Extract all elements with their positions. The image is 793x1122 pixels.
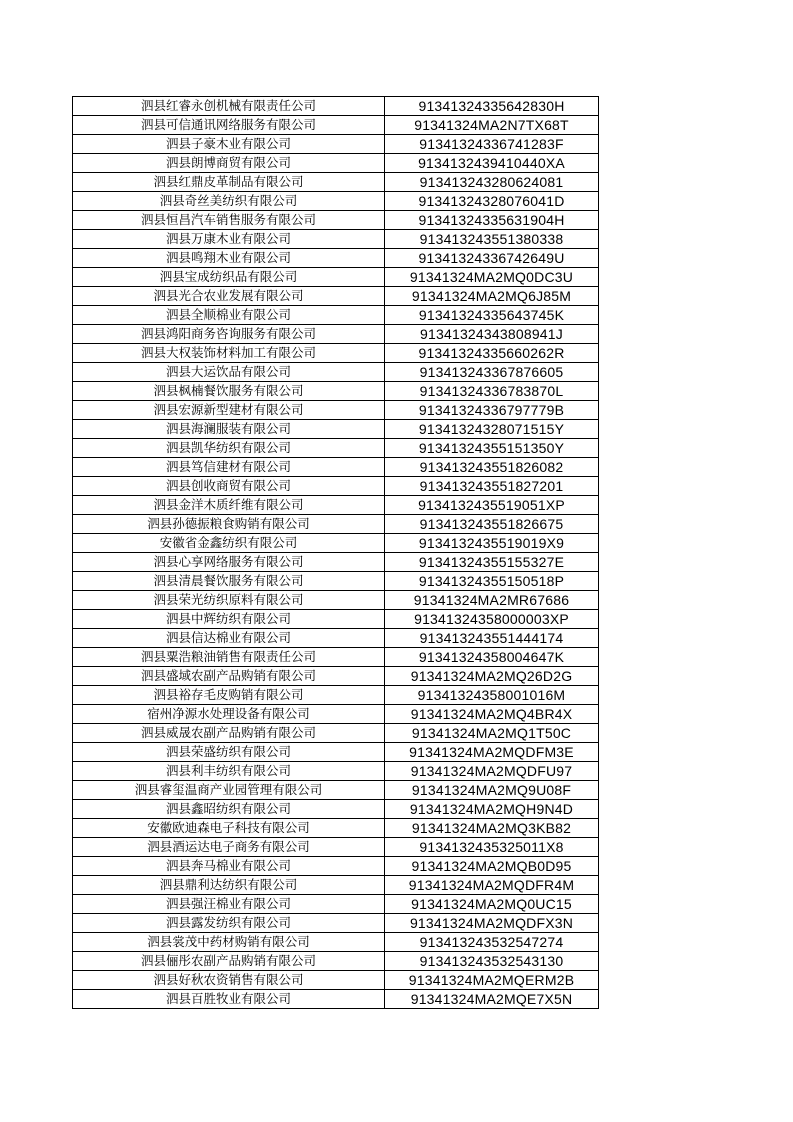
credit-code-cell: 913413243551826082 [385,458,599,477]
table-row [73,762,599,781]
credit-code-cell: 91341324MA2MQ26D2G [385,667,599,686]
company-name-cell: 泗县裕存毛皮购销有限公司 [73,686,385,705]
company-name-cell: 泗县宝成纺织品有限公司 [73,268,385,287]
credit-code-cell: 91341324MA2MQDFR4M [385,876,599,895]
credit-code-cell: 91341324MA2MQE7X5N [385,990,599,1009]
table-row [73,306,599,325]
credit-code-cell: 91341324336797779B [385,401,599,420]
table-row [73,971,599,990]
company-name-cell: 泗县奇丝美纺织有限公司 [73,192,385,211]
credit-code-cell: 91341324MA2MQ3KB82 [385,819,599,838]
company-name-cell: 泗县俪彤农副产品购销有限公司 [73,952,385,971]
table-row [73,344,599,363]
table-row [73,211,599,230]
credit-code-cell: 913413243532543130 [385,952,599,971]
company-name-cell: 泗县酒运达电子商务有限公司 [73,838,385,857]
company-name-cell: 泗县信达棉业有限公司 [73,629,385,648]
table-row [73,192,599,211]
table-row [73,458,599,477]
company-name-cell: 泗县红鼎皮革制品有限公司 [73,173,385,192]
credit-code-cell: 91341324MA2MQDFM3E [385,743,599,762]
table-row [73,496,599,515]
table-row [73,591,599,610]
table-row [73,515,599,534]
company-name-cell: 泗县鸿阳商务咨询服务有限公司 [73,325,385,344]
credit-code-cell: 91341324MA2MQ9U08F [385,781,599,800]
company-name-cell: 泗县鼎利达纺织有限公司 [73,876,385,895]
company-name-cell: 泗县强汪棉业有限公司 [73,895,385,914]
table-row [73,629,599,648]
table-row [73,895,599,914]
company-name-cell: 泗县露发纺织有限公司 [73,914,385,933]
company-name-cell: 泗县睿玺温商产业园管理有限公司 [73,781,385,800]
company-name-cell: 泗县枫楠餐饮服务有限公司 [73,382,385,401]
credit-code-cell: 913413243532547274 [385,933,599,952]
company-table [72,96,599,1009]
table-row [73,325,599,344]
table-row [73,743,599,762]
credit-code-cell: 91341324335642830H [385,97,599,116]
company-name-cell: 泗县凯华纺织有限公司 [73,439,385,458]
company-name-cell: 安徽省金鑫纺织有限公司 [73,534,385,553]
table-row [73,173,599,192]
table-row [73,363,599,382]
credit-code-cell: 91341324MA2MQ0UC15 [385,895,599,914]
company-name-cell: 泗县孙德振粮食购销有限公司 [73,515,385,534]
credit-code-cell: 91341324343808941J [385,325,599,344]
credit-code-cell: 9134132435519051XP [385,496,599,515]
table-row [73,439,599,458]
table-row [73,230,599,249]
credit-code-cell: 91341324336741283F [385,135,599,154]
credit-code-cell: 913413243551444174 [385,629,599,648]
credit-code-cell: 91341324336742649U [385,249,599,268]
credit-code-cell: 913413243367876605 [385,363,599,382]
company-name-cell: 泗县威晟农副产品购销有限公司 [73,724,385,743]
credit-code-cell: 913413243280624081 [385,173,599,192]
company-name-cell: 泗县奔马棉业有限公司 [73,857,385,876]
table-row [73,610,599,629]
company-name-cell: 泗县好秋农资销售有限公司 [73,971,385,990]
table-row [73,990,599,1009]
credit-code-cell: 9134132439410440XA [385,154,599,173]
credit-code-cell: 91341324355155327E [385,553,599,572]
company-name-cell: 泗县全顺棉业有限公司 [73,306,385,325]
company-name-cell: 泗县宏源新型建材有限公司 [73,401,385,420]
company-name-cell: 泗县可信通讯网络服务有限公司 [73,116,385,135]
credit-code-cell: 913413243551827201 [385,477,599,496]
company-name-cell: 泗县海澜服装有限公司 [73,420,385,439]
company-name-cell: 泗县红睿永创机械有限责任公司 [73,97,385,116]
table-row [73,420,599,439]
table-row [73,724,599,743]
credit-code-cell: 91341324328076041D [385,192,599,211]
table-row [73,249,599,268]
table-row [73,268,599,287]
table-row [73,287,599,306]
table-row [73,952,599,971]
table-row [73,477,599,496]
credit-code-cell: 91341324328071515Y [385,420,599,439]
credit-code-cell: 913413243551826675 [385,515,599,534]
company-name-cell: 泗县盛域农副产品购销有限公司 [73,667,385,686]
table-row [73,534,599,553]
credit-code-cell: 91341324358004647K [385,648,599,667]
credit-code-cell: 91341324MA2MQ1T50C [385,724,599,743]
company-name-cell: 泗县金洋木质纤维有限公司 [73,496,385,515]
company-name-cell: 泗县利丰纺织有限公司 [73,762,385,781]
table-row [73,116,599,135]
company-name-cell: 泗县裳茂中药材购销有限公司 [73,933,385,952]
table-row [73,800,599,819]
table-row [73,686,599,705]
credit-code-cell: 91341324MA2MQDFX3N [385,914,599,933]
company-name-cell: 泗县荣盛纺织有限公司 [73,743,385,762]
table-row [73,667,599,686]
table-row [73,781,599,800]
company-name-cell: 泗县清晨餐饮服务有限公司 [73,572,385,591]
credit-code-cell: 91341324MA2MQH9N4D [385,800,599,819]
table-row [73,154,599,173]
credit-code-cell: 91341324336783870L [385,382,599,401]
credit-code-cell: 9134132435519019X9 [385,534,599,553]
company-name-cell: 泗县朗博商贸有限公司 [73,154,385,173]
credit-code-cell: 91341324MA2MQ6J85M [385,287,599,306]
credit-code-cell: 91341324MA2MQ4BR4X [385,705,599,724]
table-row [73,914,599,933]
credit-code-cell: 91341324MA2N7TX68T [385,116,599,135]
credit-code-cell: 91341324358001016M [385,686,599,705]
table-row [73,819,599,838]
company-name-cell: 泗县荣光纺织原料有限公司 [73,591,385,610]
credit-code-cell: 91341324MA2MQ0DC3U [385,268,599,287]
company-name-cell: 泗县光合农业发展有限公司 [73,287,385,306]
table-row [73,838,599,857]
table-row [73,705,599,724]
company-name-cell: 泗县鸣翔木业有限公司 [73,249,385,268]
company-name-cell: 泗县中辉纺织有限公司 [73,610,385,629]
company-table-body [73,97,599,1009]
company-name-cell: 泗县万康木业有限公司 [73,230,385,249]
credit-code-cell: 91341324358000003XP [385,610,599,629]
table-row [73,553,599,572]
credit-code-cell: 91341324335631904H [385,211,599,230]
company-name-cell: 泗县笃信建材有限公司 [73,458,385,477]
credit-code-cell: 91341324MA2MQB0D95 [385,857,599,876]
company-name-cell: 泗县创收商贸有限公司 [73,477,385,496]
table-row [73,648,599,667]
company-name-cell: 泗县心享网络服务有限公司 [73,553,385,572]
company-name-cell: 宿州净源水处理设备有限公司 [73,705,385,724]
company-name-cell: 泗县百胜牧业有限公司 [73,990,385,1009]
table-row [73,876,599,895]
company-name-cell: 泗县大权装饰材料加工有限公司 [73,344,385,363]
credit-code-cell: 9134132435325011X8 [385,838,599,857]
credit-code-cell: 91341324355151350Y [385,439,599,458]
credit-code-cell: 91341324MA2MR67686 [385,591,599,610]
credit-code-cell: 91341324335643745K [385,306,599,325]
table-row [73,382,599,401]
company-name-cell: 泗县大运饮品有限公司 [73,363,385,382]
table-row [73,572,599,591]
company-name-cell: 泗县粟浩粮油销售有限责任公司 [73,648,385,667]
company-name-cell: 安徽欧迪森电子科技有限公司 [73,819,385,838]
credit-code-cell: 91341324MA2MQERM2B [385,971,599,990]
credit-code-cell: 91341324335660262R [385,344,599,363]
credit-code-cell: 91341324MA2MQDFU97 [385,762,599,781]
table-row [73,97,599,116]
table-row [73,135,599,154]
credit-code-cell: 913413243551380338 [385,230,599,249]
credit-code-cell: 91341324355150518P [385,572,599,591]
table-row [73,933,599,952]
company-name-cell: 泗县鑫昭纺织有限公司 [73,800,385,819]
table-row [73,401,599,420]
table-row [73,857,599,876]
company-name-cell: 泗县恒昌汽车销售服务有限公司 [73,211,385,230]
company-name-cell: 泗县子豪木业有限公司 [73,135,385,154]
